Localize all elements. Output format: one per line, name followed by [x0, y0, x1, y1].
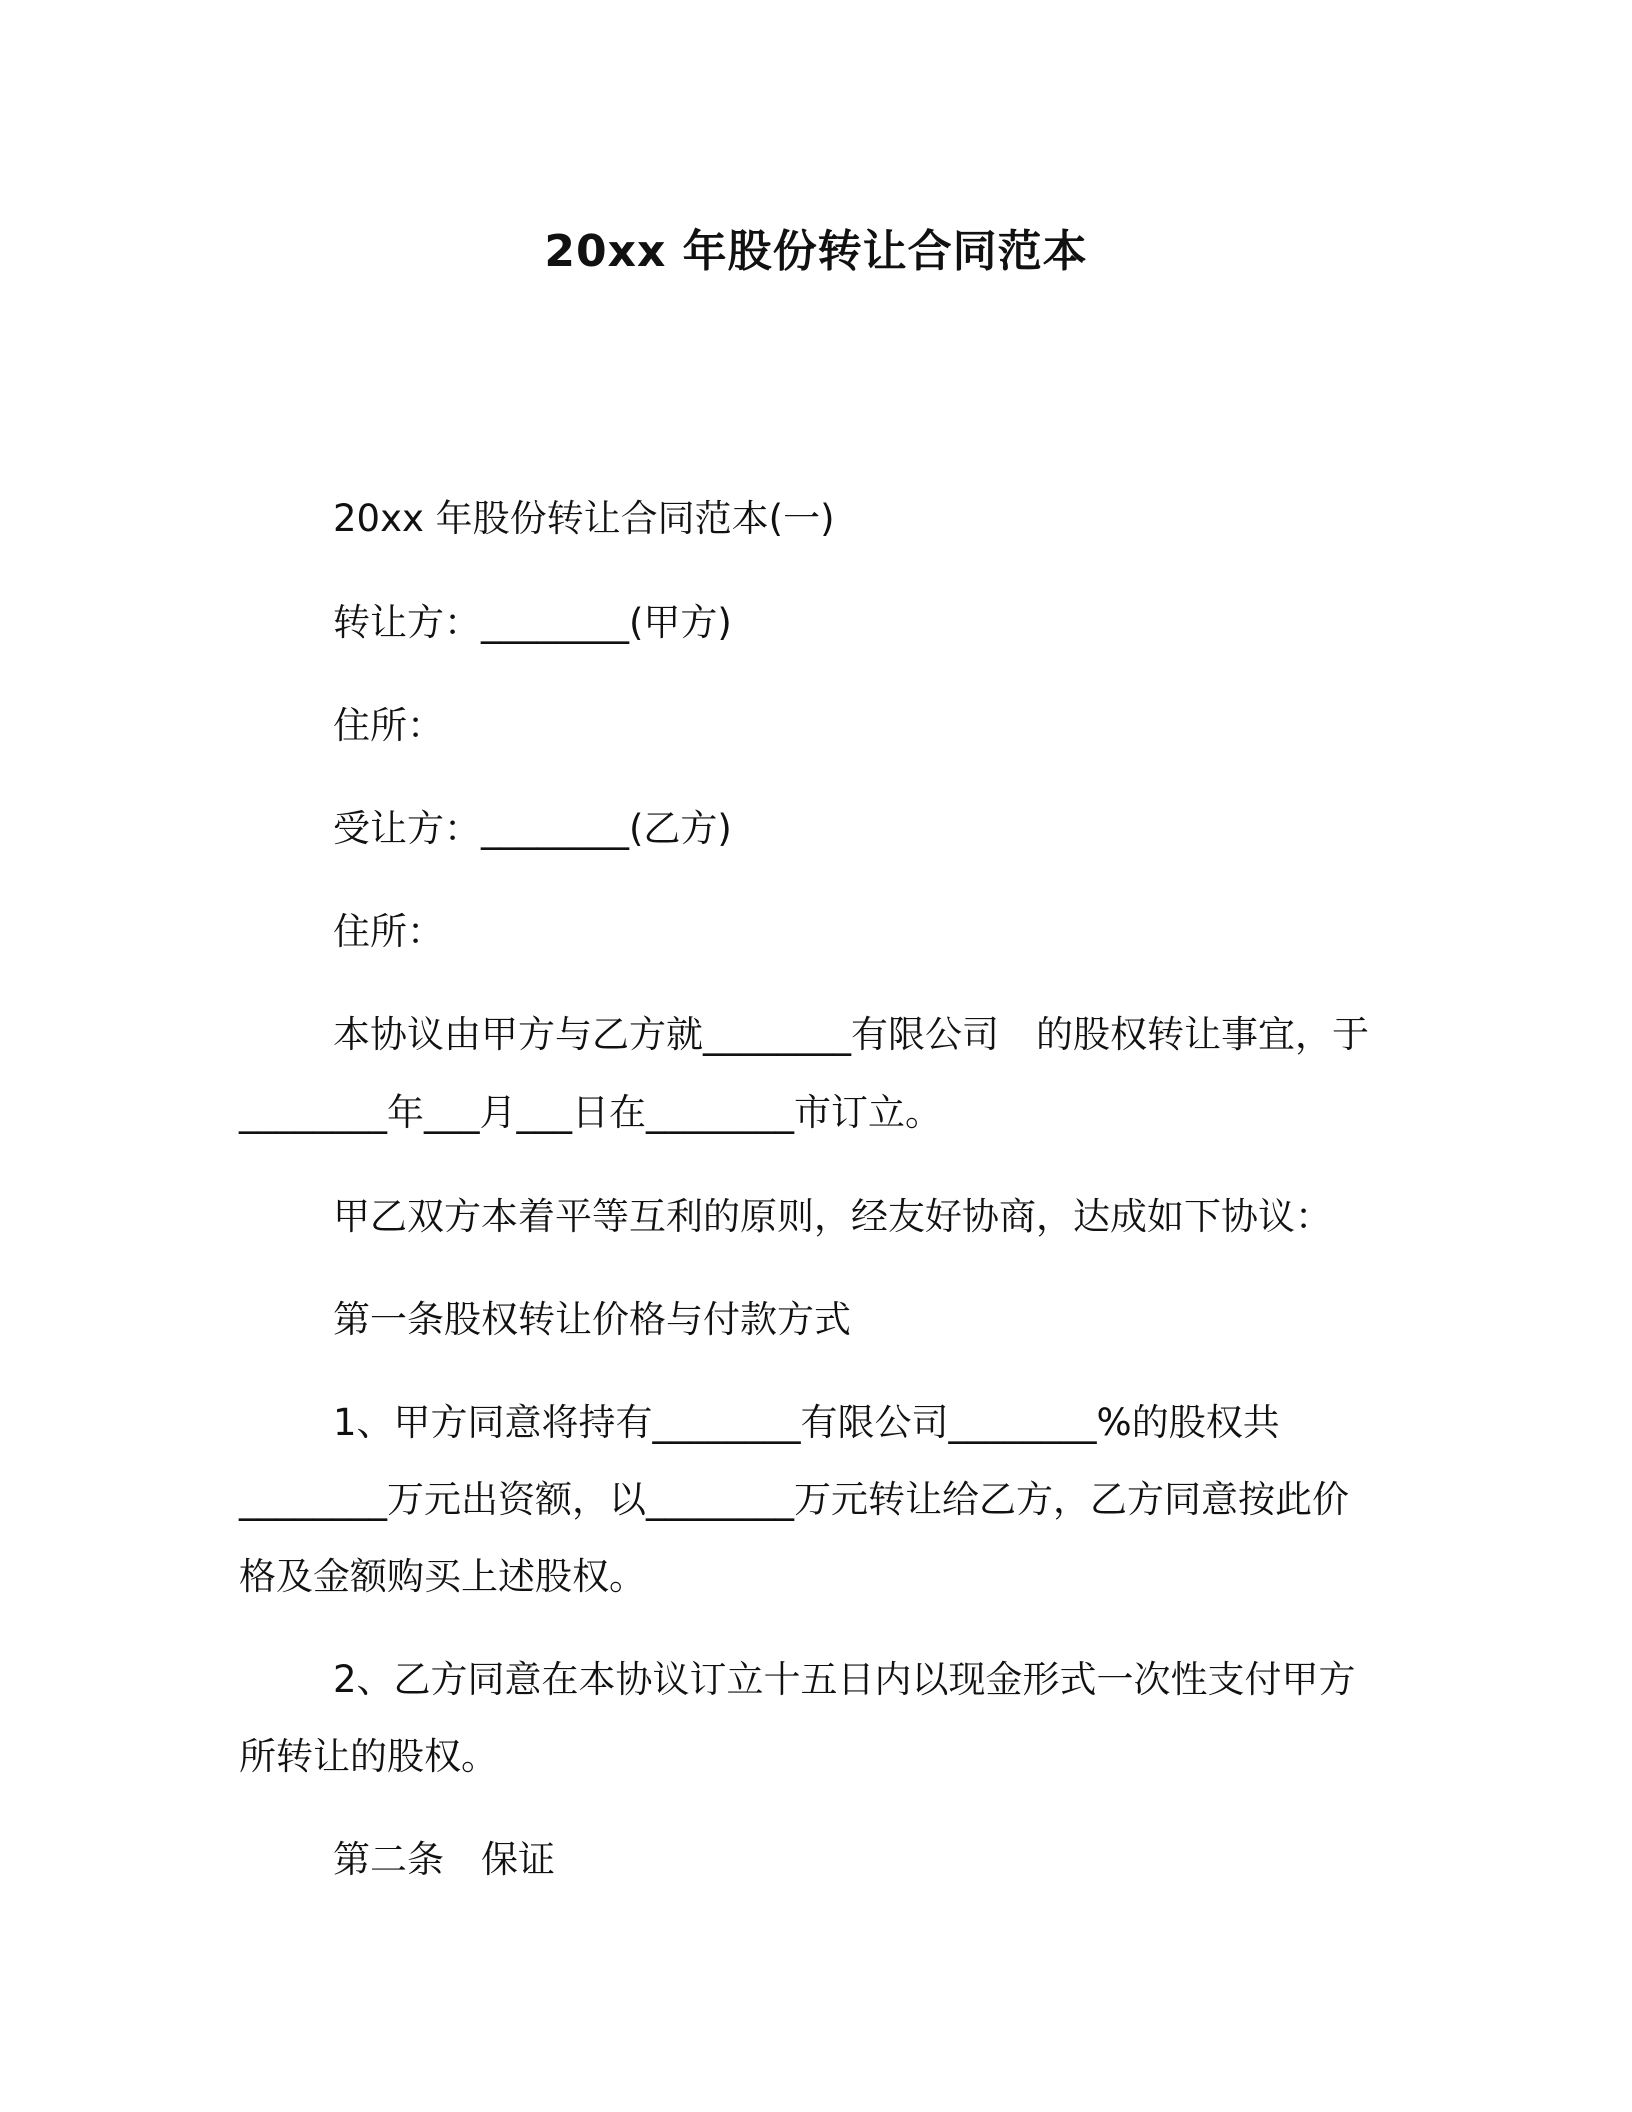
- agreement-intro-line-1: 本协议由甲方与乙方就________有限公司 的股权转让事宜，于: [333, 1013, 1369, 1056]
- article-2-heading: 第二条 保证: [333, 1838, 555, 1881]
- transferee-address: 住所：: [333, 910, 444, 953]
- transferor-address: 住所：: [333, 704, 444, 747]
- document-title: 20xx 年股份转让合同范本: [544, 226, 1088, 277]
- clause-2-line-1: 2、乙方同意在本协议订立十五日内以现金形式一次性支付甲方: [333, 1658, 1356, 1701]
- article-1-heading: 第一条股权转让价格与付款方式: [333, 1298, 851, 1341]
- section-heading: 20xx 年股份转让合同范本(一): [333, 497, 835, 540]
- transferor-line: 转让方：________(甲方): [333, 601, 732, 644]
- transferee-line: 受让方：________(乙方): [333, 807, 732, 850]
- clause-1-line-2: ________万元出资额，以________万元转让给乙方，乙方同意按此价: [239, 1478, 1349, 1521]
- agreement-intro-line-2: ________年___月___日在________市订立。: [239, 1091, 942, 1134]
- clause-1-line-3: 格及金额购买上述股权。: [239, 1555, 646, 1598]
- principle-line: 甲乙双方本着平等互利的原则，经友好协商，达成如下协议：: [333, 1195, 1332, 1238]
- clause-1-line-1: 1、甲方同意将持有________有限公司________%的股权共: [333, 1401, 1280, 1444]
- clause-2-line-2: 所转让的股权。: [239, 1735, 498, 1778]
